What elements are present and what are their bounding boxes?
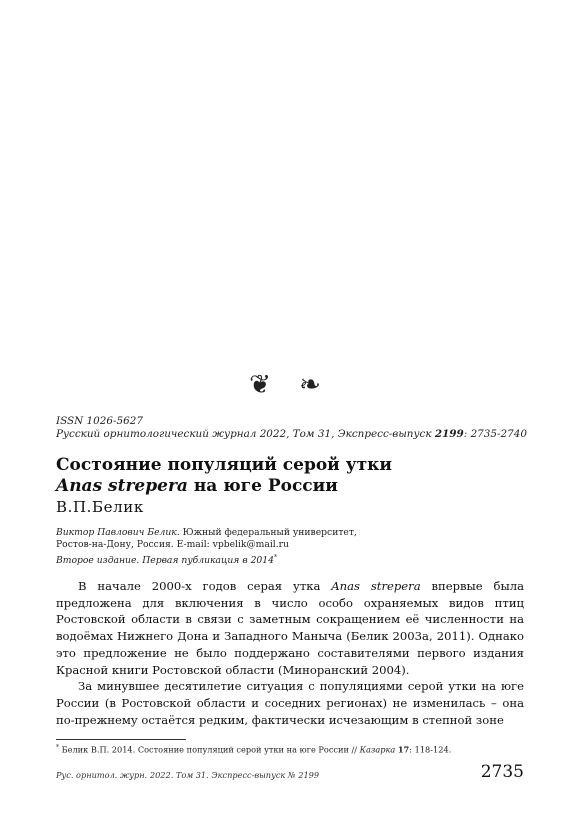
paragraph-2: За минувшее десятилетие ситуация с популяциями серой утки на юге России (в Ростовской области и соседних регионах) не изменилась – она по-прежнему остаётся редким, фактически исчезающим в степной зоне [56, 679, 524, 727]
title-line-2 [56, 476, 392, 497]
footnote-mark: * [273, 554, 277, 561]
page-range: : 2735-2740 [463, 428, 527, 440]
affiliation-line-1 [56, 527, 516, 539]
paragraph-1-start: В начале 2000-х годов серая утка [78, 579, 332, 593]
article-body [56, 578, 524, 728]
issn: ISSN 1026-5627 [56, 415, 143, 427]
journal-citation-prefix: Русский орнитологический журнал 2022, Том 31, Экспресс-выпуск [56, 428, 435, 440]
footnote-volume: 17 [397, 744, 410, 755]
footnote-citation: Белик В.П. 2014. Состояние популяций серой утки на юге России // [59, 744, 360, 755]
affiliation-line-2: Ростов-на-Дону, Россия. E-mail: vpbelik@mail.ru [56, 539, 289, 550]
second-edition-text: Второе издание. Первая публикация в 2014 [56, 555, 274, 567]
issue-number: 2199 [434, 428, 464, 440]
author-name: В.П.Белик [56, 498, 144, 516]
footnote-mark: * [56, 744, 59, 751]
article-title [56, 455, 392, 497]
latin-species-name: Anas strepera [331, 579, 421, 593]
page-number: 2735 [480, 762, 524, 782]
footnote-separator [56, 739, 186, 740]
paragraph-1-rest: впервые была предложена для включения в число особо охраняемых видов птиц Ростовской области в связи с заметным сокращением её численности на водоёмах Нижнего Дона и Западного Маныча (Белик 2003а, 2011). Однако это предложение не было поддержано составителями первого издания Красной книги Ростовской области (Миноранский 2004). [56, 579, 524, 677]
journal-reference [56, 415, 527, 441]
second-edition-note [56, 554, 277, 566]
author-affiliation [56, 527, 516, 551]
affiliation-institution: . Южный федеральный университет, [176, 527, 357, 538]
title-latin-name: Anas strepera [56, 476, 188, 496]
author-full-name: Виктор Павлович Белик [56, 527, 177, 538]
journal-citation [56, 428, 527, 441]
ornament-divider: ❦ ❧ [249, 370, 331, 400]
footnote-journal: Казарка [359, 744, 396, 755]
paragraph-1 [56, 578, 524, 678]
footnote [56, 744, 526, 755]
title-line-1: Состояние популяций серой утки [56, 455, 393, 475]
footnote-pages: : 118-124. [409, 744, 452, 755]
running-footer: Рус. орнитол. журн. 2022. Том 31. Экспресс-выпуск № 2199 [56, 770, 320, 780]
title-line-2-rest: на юге России [187, 476, 338, 496]
